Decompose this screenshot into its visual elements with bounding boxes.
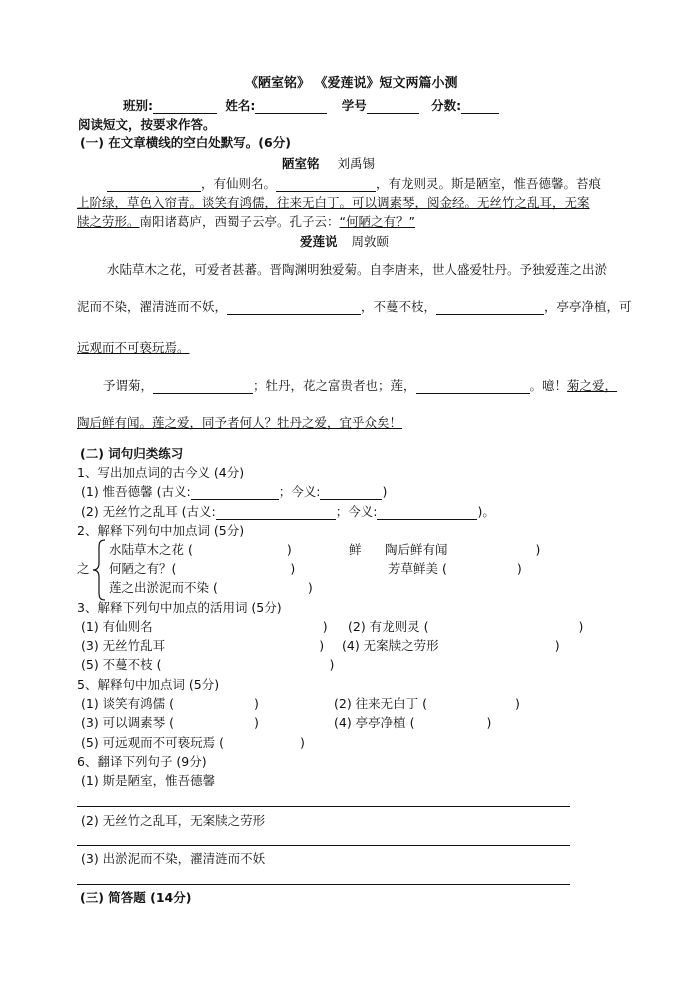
loushi-line-1 <box>107 176 601 192</box>
section3-heading: (三) 简答题 (14分) <box>80 890 192 905</box>
name-label: 姓名: <box>225 98 256 113</box>
q2-text: ) <box>286 542 292 557</box>
q1-text: ；今义: <box>335 504 378 519</box>
q3-item-4 <box>342 638 560 654</box>
q3-item-5 <box>81 657 334 673</box>
loushi-title-line <box>282 156 375 172</box>
ailian-line-4 <box>103 378 617 394</box>
q5-text: (2) 往来无白丁 ( <box>334 696 428 711</box>
q3-text: (4) 无案牍之劳形 <box>342 638 439 653</box>
loushi-text: ，有龙则灵。斯是陋室，惟吾德馨。苔痕 <box>376 176 602 191</box>
q5-text: ) <box>300 735 305 750</box>
q5-item-4 <box>334 715 491 731</box>
ailian-text: 予谓菊， <box>103 378 154 393</box>
q5-text: (5) 可远观而不可亵玩焉 ( <box>81 735 225 750</box>
q3-text: ) <box>322 619 328 634</box>
q1-blank-4[interactable] <box>377 506 477 520</box>
q5-item-5 <box>81 735 305 751</box>
q3-title: 3、解释下列句中加点的活用词 (5分) <box>77 600 282 615</box>
ailian-blank-4[interactable] <box>416 380 530 394</box>
q3-text: ) <box>319 638 325 653</box>
q3-text: (5) 不蔓不枝 ( <box>81 657 162 672</box>
q5-text: (3) 可以调素琴 ( <box>81 715 175 730</box>
q6-answer-line-3[interactable] <box>77 884 570 885</box>
q5-text: (4) 亭亭净植 ( <box>334 715 415 730</box>
instruction: 阅读短文，按要求作答。 <box>78 117 216 132</box>
q2-zhi: 之 <box>77 561 90 576</box>
loushi-author: 刘禹锡 <box>337 156 376 171</box>
page-title: 《陋室铭》 《爱莲说》短文两篇小测 <box>245 76 458 91</box>
brace-icon <box>91 539 107 601</box>
q2-text: ) <box>516 561 522 576</box>
student-id-blank[interactable] <box>367 100 419 114</box>
q3-item-3 <box>81 638 324 654</box>
loushi-text: 南阳诸葛庐，西蜀子云亭。孔子云： <box>139 214 340 229</box>
q5-text: ) <box>254 715 259 730</box>
loushi-text: 牍之劳形。 <box>77 214 140 229</box>
q1-text: ) <box>382 484 388 499</box>
q3-text: (1) 有仙则名 <box>81 619 153 634</box>
loushi-blank-1[interactable] <box>107 178 201 192</box>
q6-answer-line-1[interactable] <box>77 806 570 807</box>
loushi-text: 无丝竹之乱耳，无案 <box>477 195 590 210</box>
student-id-label: 学号 <box>341 98 367 113</box>
q2-item-2 <box>109 561 295 577</box>
loushi-line-2 <box>77 195 590 211</box>
ailian-blank-2[interactable] <box>436 301 544 315</box>
score-blank[interactable] <box>461 100 499 114</box>
q3-text: (3) 无丝竹乱耳 <box>81 638 166 653</box>
q2-text: ) <box>307 580 313 595</box>
q2-item-3 <box>109 580 313 596</box>
q2-text: ) <box>290 561 296 576</box>
q5-item-2 <box>334 696 520 712</box>
section1-heading: (一) 在文章横线的空白处默写。(6分) <box>80 135 291 150</box>
student-info-line <box>123 98 499 114</box>
q2-item-1 <box>109 542 292 558</box>
q5-text: ) <box>515 696 520 711</box>
ailian-line-1: 水陆草木之花，可爱者甚蕃。晋陶渊明独爱菊。自李唐来，世人盛爱牡丹。予独爱莲之出淤 <box>107 262 608 277</box>
ailian-line-2 <box>77 299 632 315</box>
q5-text: ) <box>486 715 492 730</box>
q2-title: 2、解释下列句中加点词 (5分) <box>77 523 245 538</box>
q2-text: 莲之出淤泥而不染 ( <box>109 580 218 595</box>
q1-blank-3[interactable] <box>216 506 336 520</box>
ailian-author: 周敦颐 <box>351 234 390 249</box>
ailian-text: 菊之爱， <box>567 378 618 393</box>
ailian-title-line <box>300 234 389 250</box>
q3-text: ) <box>578 619 584 634</box>
loushi-text: 上阶绿，草色入帘青。谈笑有鸿儒，往来无白丁。可以调素琴，阅金经。 <box>77 195 478 210</box>
ailian-text: ，亭亭净植，可 <box>544 299 632 314</box>
q1-blank-2[interactable] <box>320 486 382 500</box>
q2-text: ) <box>535 542 541 557</box>
loushi-blank-2[interactable] <box>276 178 376 192</box>
q1-blank-1[interactable] <box>191 486 279 500</box>
q2-text: 水陆草木之花 ( <box>109 542 193 557</box>
q3-text: ) <box>329 657 335 672</box>
q3-text: (2) 有龙则灵 ( <box>348 619 429 634</box>
q1-item-2 <box>81 504 495 520</box>
loushi-text: “何陋之有？” <box>339 214 415 229</box>
q6-sentence-1: (1) 斯是陋室，惟吾德馨 <box>81 773 216 788</box>
q1-text: (2) 无丝竹之乱耳 (古义: <box>81 504 216 519</box>
class-label: 班别: <box>123 98 153 113</box>
ailian-text: ，不蔓不枝， <box>361 299 437 314</box>
q2-text: 陶后鲜有闻 <box>385 542 448 557</box>
q3-text: ) <box>554 638 560 653</box>
loushi-title: 陋室铭 <box>282 156 320 171</box>
q1-text: )。 <box>477 504 495 519</box>
q1-text: (1) 惟吾德馨 (古义: <box>81 484 191 499</box>
q5-title: 5、解释句中加点词 (5分) <box>77 677 220 692</box>
q5-item-1 <box>81 696 259 712</box>
q6-answer-line-2[interactable] <box>77 845 570 846</box>
q1-title: 1、写出加点词的古今义 (4分) <box>77 465 245 480</box>
ailian-line-5: 陶后鲜有闻。莲之爱，同予者何人？牡丹之爱，宜乎众矣！ <box>77 415 403 430</box>
ailian-blank-3[interactable] <box>153 380 253 394</box>
q2-text: 芳草鲜美 ( <box>388 561 447 576</box>
ailian-text: 泥而不染，濯清涟而不妖， <box>77 299 228 314</box>
q5-text: (1) 谈笑有鸿儒 ( <box>81 696 175 711</box>
q6-title: 6、翻译下列句子 (9分) <box>77 754 207 769</box>
ailian-text: 。噫！ <box>529 378 568 393</box>
q5-item-3 <box>81 715 259 731</box>
section2-heading: (二) 词句归类练习 <box>80 446 184 461</box>
ailian-title: 爱莲说 <box>300 234 338 249</box>
q6-sentence-3: (3) 出淤泥而不染，濯清涟而不妖 <box>81 851 266 866</box>
ailian-line-3: 远观而不可亵玩焉。 <box>77 340 190 355</box>
loushi-text: ，有仙则名。 <box>201 176 277 191</box>
q2-xian-label: 鲜 <box>349 542 362 557</box>
q6-sentence-2: (2) 无丝竹之乱耳，无案牍之劳形 <box>81 813 266 828</box>
q2-xian-item-2 <box>388 561 522 577</box>
q3-item-1 <box>81 619 328 635</box>
q2-text: 何陋之有？( <box>109 561 177 576</box>
q3-item-2 <box>348 619 583 635</box>
class-blank[interactable] <box>153 100 217 114</box>
ailian-blank-1[interactable] <box>227 301 361 315</box>
q1-text: ；今义: <box>278 484 321 499</box>
q5-text: ) <box>254 696 259 711</box>
score-label: 分数: <box>431 98 462 113</box>
q2-xian-item-1 <box>385 542 540 558</box>
q1-item-1 <box>81 484 387 500</box>
loushi-line-3 <box>77 214 415 230</box>
ailian-text: ；牡丹，花之富贵者也；莲， <box>253 378 416 393</box>
name-blank[interactable] <box>255 100 327 114</box>
